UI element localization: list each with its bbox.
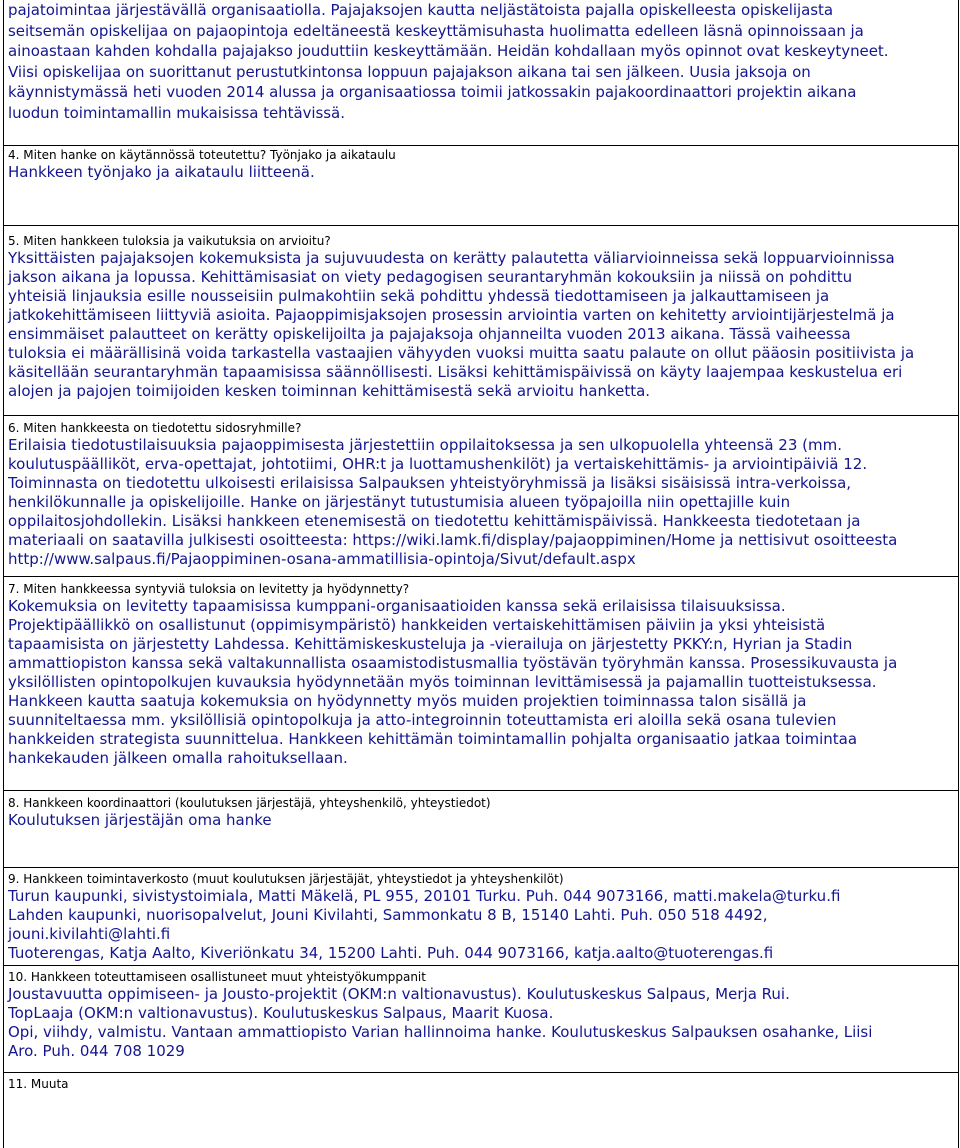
text-line: luodun toimintamallin mukaisissa tehtävissä. [8,103,345,122]
text-line: pajatoimintaa järjestävällä organisaatiolla. Pajajaksojen kautta neljästätoista pajalla opiskelleesta opiskelijasta [8,1,834,19]
question-label [8,148,954,163]
text-line: jakson aikana ja lopussa. Kehittämisasiat on viety pedagogisen seurantaryhmän kokouksiin ja niissä on pohdittu [8,268,853,286]
section-10 [4,966,958,1073]
text-line: Lahden kaupunki, nuorisopalvelut, Jouni Kivilahti, Sammonkatu 8 B, 15140 Lahti. Puh. 050 518 4492, [8,906,768,924]
section-4 [4,146,958,226]
text-line: Joustavuutta oppimiseen- ja Jousto-projektit (OKM:n valtionavustus). Koulutuskeskus Salpaus, Merja Rui. [8,985,790,1003]
question-label: 7. Miten hankkeessa syntyviä tuloksia on levitetty ja hyödynnetty? [8,582,410,596]
text-line: alojen ja pajojen toimijoiden kesken toiminnan kehittämisestä sekä arvioitu hanketta. [8,382,651,400]
text-line: hankkeiden strategista suunnittelua. Hankkeen kehittämän toimintamallin pohjalta organisaatio jatkaa toimintaa [8,730,858,748]
section-11 [4,1073,958,1143]
text-line: suunniteltaessa mm. yksilöllisiä opintopolkuja ja atto-integroinnin toteuttamista eri aloilla sekä osana tulevien [8,711,837,729]
text-line: seitsemän opiskelijaa on pajaopintoja edeltäneestä keskeyttämisuhasta huolimatta edelleen läsnä opinnoissaan ja [8,21,864,40]
question-label: 10. Hankkeen toteuttamiseen osallistuneet muut yhteistyökumppanit [8,970,426,984]
text-line: Tuoterengas, Katja Aalto, Kiveriönkatu 34, 15200 Lahti. Puh. 044 9073166, katja.aalto@tuoterengas.fi [8,944,774,962]
text-line: henkilökunnalle ja opiskelijoille. Hanke on järjestänyt tutustumisia alueen työpajoilla niin opettajille kuin [8,493,791,511]
text-line: http://www.salpaus.fi/Pajaoppiminen-osana-ammatillisia-opintoja/Sivut/default.aspx [8,550,636,568]
text-line: oppilaitosjohdollekin. Lisäksi hankkeen etenemisestä on tiedotettu kehittämispäivissä. Hankkeesta tiedotetaan ja [8,512,861,530]
document-page [3,0,959,1148]
question-label: 5. Miten hankkeen tuloksia ja vaikutuksia on arvioitu? [8,234,331,248]
question-label: 11. Muuta [8,1077,69,1091]
text-line: ensimmäiset palautteet on kerätty opiskelijoilta ja pajajaksoja ohjanneilta vuoden 2013 aikana. Tässä vaiheessa [8,325,851,343]
text-line: koulutuspäälliköt, erva-opettajat, johtotiimi, OHR:t ja luottamushenkilöt) ja vertaiskehittämis- ja arviointipäiviä 12. [8,455,868,473]
text-line: käynnistymässä heti vuoden 2014 alussa ja organisaatiossa toimii jatkossakin pajakoordinaattori projektin aikana [8,83,857,101]
text-line: Yksittäisten pajajaksojen kokemuksista ja sujuvuudesta on kerätty palautetta väliarvioinneissa sekä loppuarvioinnissa [8,249,895,267]
section-9 [4,868,958,966]
text-line: tuloksia ei määrällisinä voida tarkastella vastaajien vähyyden vuoksi muitta saatu palaute on ollut pääosin positiivista ja [8,344,915,362]
text-line: Toiminnasta on tiedotettu ulkoisesti erilaisissa Salpauksen yhteistyöryhmissä ja lisäksi sisäisissä intra-verkoissa, [8,474,852,492]
question-label: 8. Hankkeen koordinaattori (koulutuksen järjestäjä, yhteyshenkilö, yhteystiedot) [8,796,491,810]
text-line: yhteisiä linjauksia esille nousseisiin pulmakohtiin sekä pohdittu yhdessä tiedottamiseen ja jalkauttamiseen ja [8,287,830,305]
text-line: Aro. Puh. 044 708 1029 [8,1042,185,1060]
text-line: käsitellään seurantaryhmän tapaamisissa säännöllisesti. Lisäksi kehittämispäivissä on käyty laajempaa keskustelua eri [8,363,903,381]
answer-text: Koulutuksen järjestäjän oma hanke [8,811,272,829]
text-line: Opi, viihdy, valmistu. Vantaan ammattiopisto Varian hallinnoima hanke. Koulutuskeskus Salpauksen osahanke, Liisi [8,1023,873,1041]
text-line: jatkokehittämiseen liittyviä asioita. Pajaoppimisjaksojen prosessin arviointia varten on kehitetty arviointijärjestelmä ja [8,306,895,324]
text-line: hankekauden jälkeen omalla rahoituksellaan. [8,749,348,767]
text-line: Projektipäällikkö on osallistunut (oppimisympäristö) hankkeiden vertaiskehittämisen päiviin ja yksi yhteisistä [8,616,826,634]
question-text: 4. Miten hanke on käytännössä toteutettu? [8,148,267,162]
section-6 [4,416,958,577]
text-line: ainoastaan kahden kohdalla pajajakso jouduttiin keskeyttämään. Heidän kohdallaan myös opinnot ovat keskeytyneet. [8,42,889,60]
text-line: Turun kaupunki, sivistystoimiala, Matti Mäkelä, PL 955, 20101 Turku. Puh. 044 9073166, matti.makela@turku.fi [8,887,841,905]
text-line: Viisi opiskelijaa on suorittanut perustutkintonsa loppuun pajajakson aikana tai sen jälkeen. Uusia jaksoja on [8,62,811,81]
answer-text: Hankkeen työnjako ja aikataulu liitteenä. [8,163,315,181]
question-label: 9. Hankkeen toimintaverkosto (muut koulutuksen järjestäjät, yhteystiedot ja yhteyshenkilöt) [8,872,564,886]
section-8 [4,791,958,868]
text-line: ammattiopiston kanssa sekä valtakunnallista osaamistodistusmallia työstävän työryhmän kanssa. Prosessikuvausta ja [8,654,898,672]
text-line: Hankkeen kautta saatuja kokemuksia on hyödynnetty myös muiden projektien toiminnassa talon sisällä ja [8,692,807,710]
text-line: Kokemuksia on levitetty tapaamisissa kumppani-organisaatioiden kanssa sekä erilaisissa tilaisuuksissa. [8,597,786,615]
question-label: 6. Miten hankkeesta on tiedotettu sidosryhmille? [8,421,302,435]
section-5 [4,226,958,416]
text-line: yksilöllisten opintopolkujen kuvauksia hyödynnetään myös toiminnan levittämisessä ja pajamallin tuotteistuksessa. [8,673,877,691]
question-subtitle: Työnjako ja aikataulu [266,148,396,162]
text-line: materiaali on saatavilla julkisesti osoitteesta: https://wiki.lamk.fi/display/pajaoppiminen/Home ja nettisivut osoitteesta [8,531,898,549]
text-line: jouni.kivilahti@lahti.fi [8,925,171,943]
text-line: Erilaisia tiedotustilaisuuksia pajaoppimisesta järjestettiin oppilaitoksessa ja sen ulkopuolella yhteensä 23 (mm. [8,436,842,454]
section-7 [4,577,958,791]
text-line: TopLaaja (OKM:n valtionavustus). Koulutuskeskus Salpaus, Maarit Kuosa. [8,1004,554,1022]
section-3-continuation [4,0,958,146]
text-line: tapaamisista on järjestetty Lahdessa. Kehittämiskeskusteluja ja -vierailuja on järjestetty PKKY:n, Hyrian ja Stadin [8,635,853,653]
